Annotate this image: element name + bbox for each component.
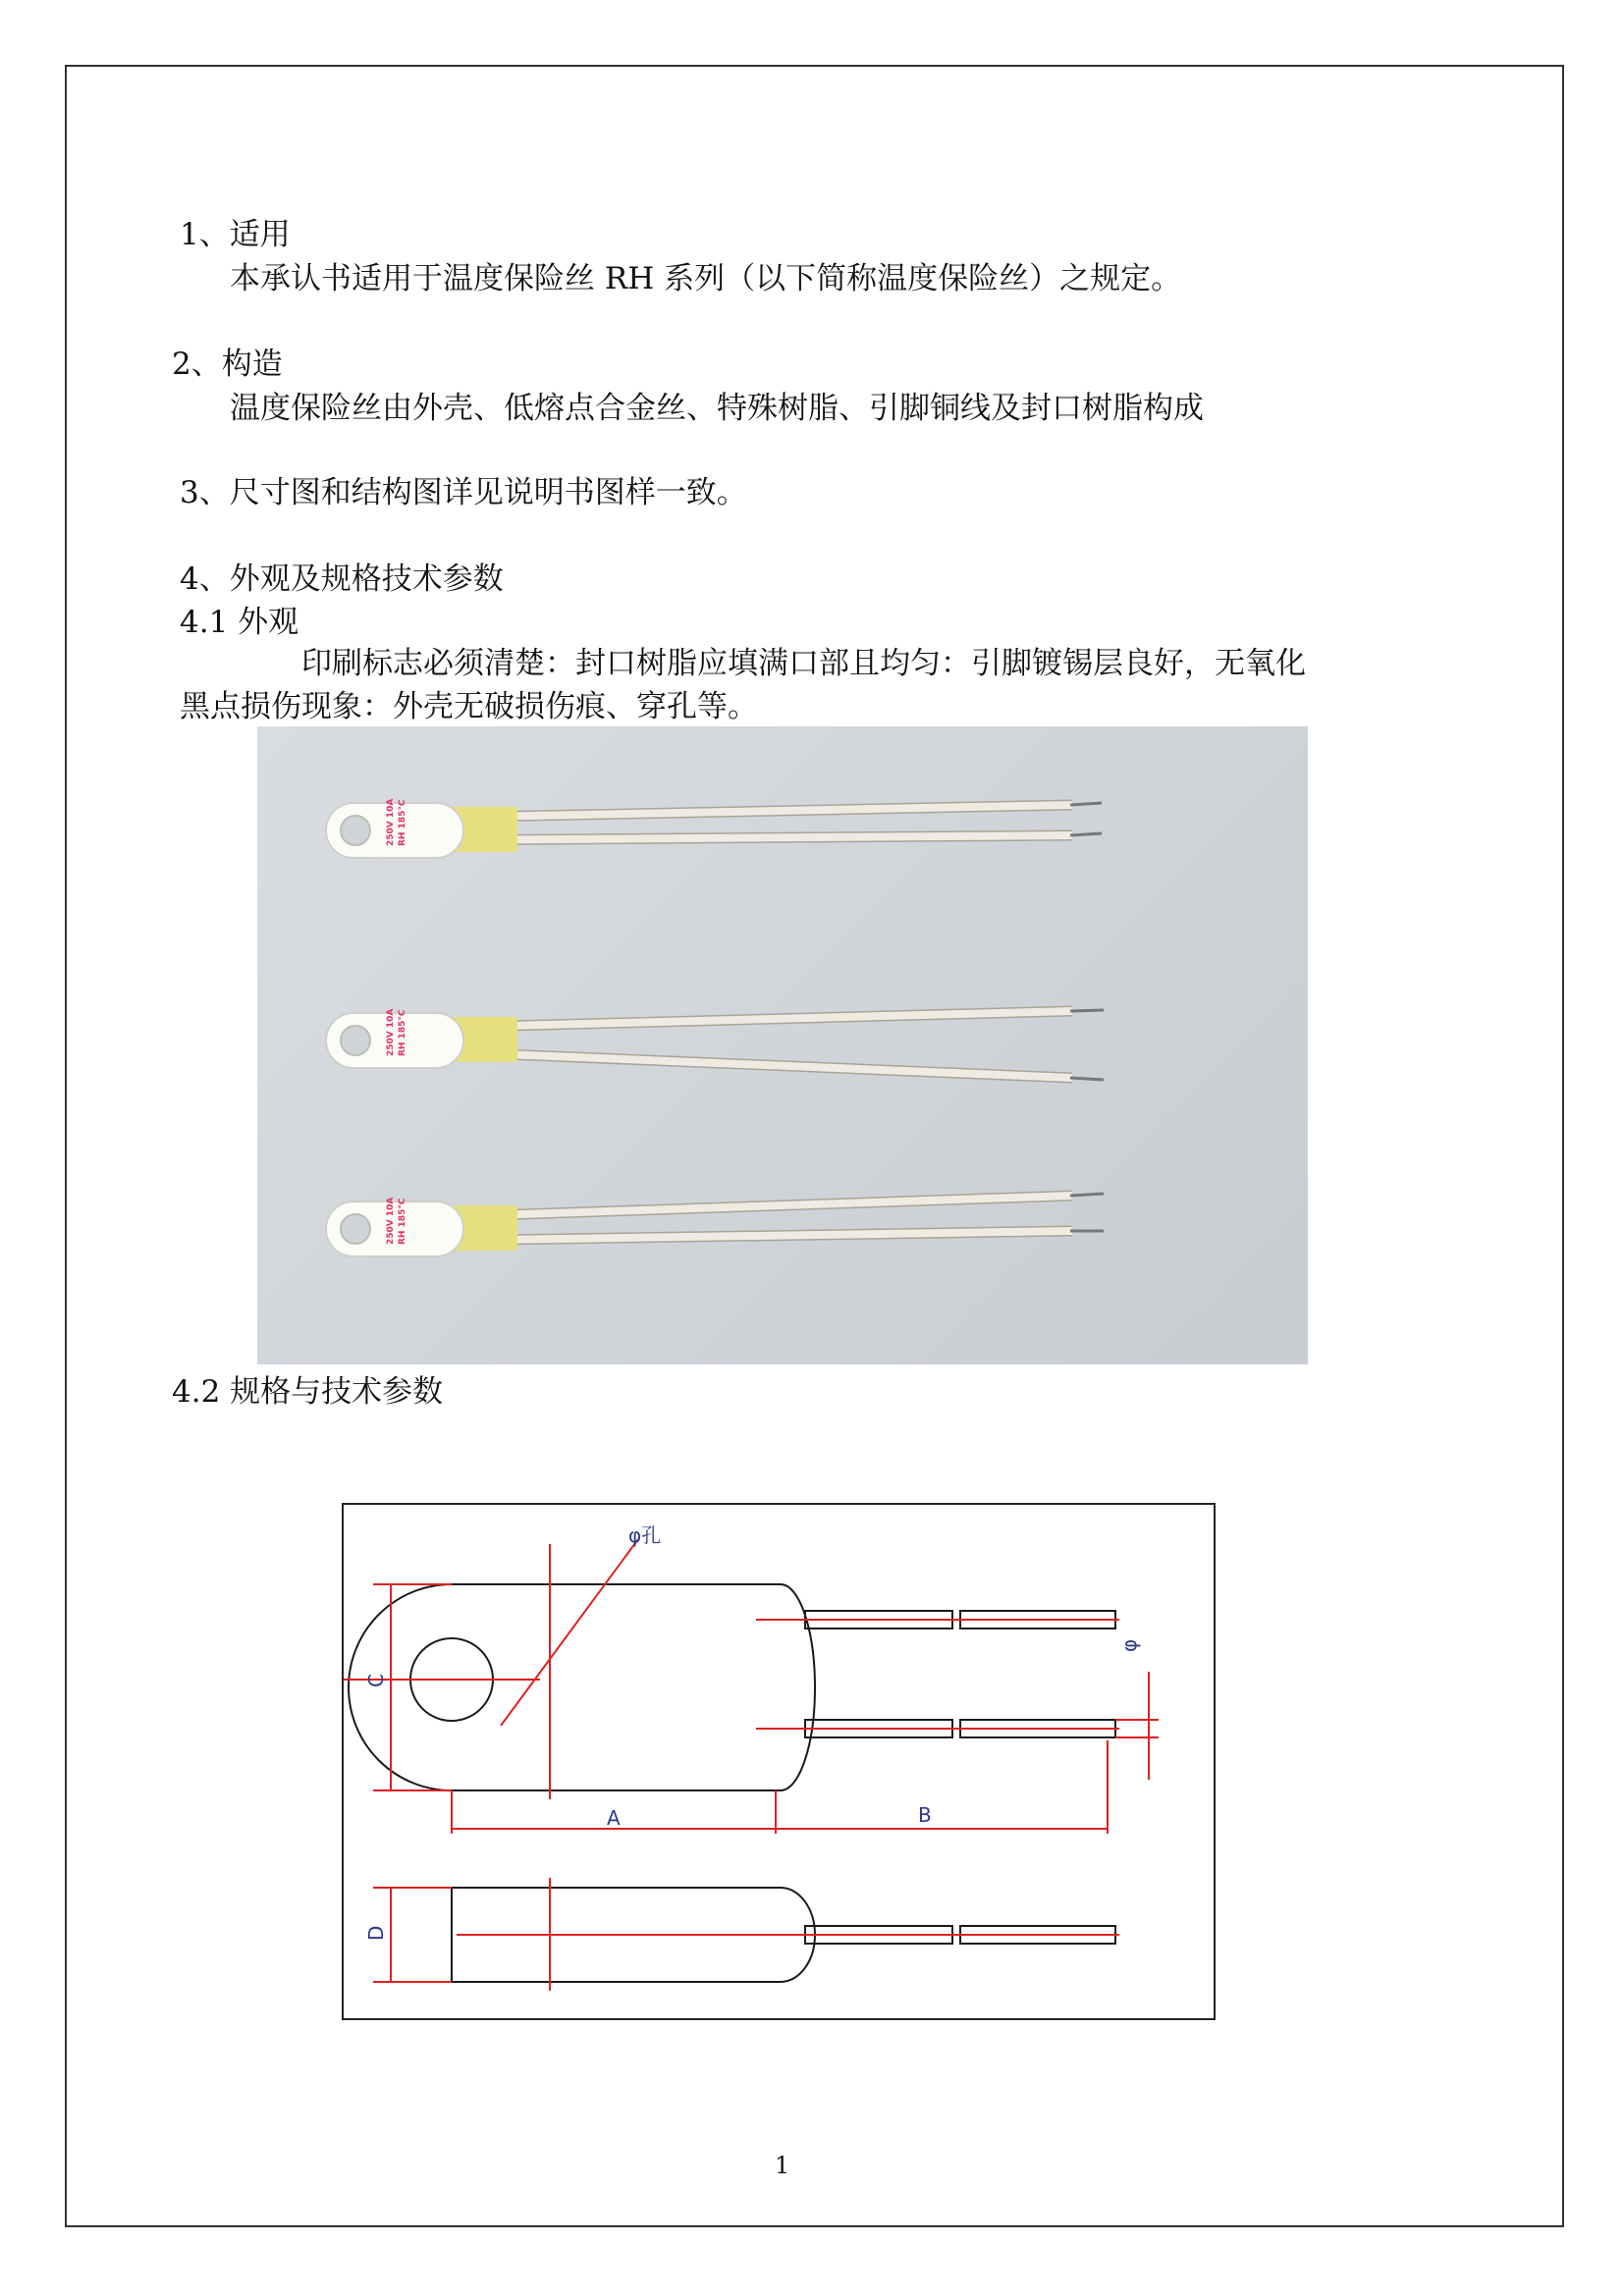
page-number: 1 <box>775 2152 790 2179</box>
fuse-1-label-2: RH 185°C <box>398 799 407 846</box>
section-4-title: 4、外观及规格技术参数 <box>180 561 504 597</box>
section-3-title: 3、尺寸图和结构图详见说明书图样一致。 <box>180 475 747 510</box>
section-4-1-body-line1: 印刷标志必须清楚：封口树脂应填满口部且均匀：引脚镀锡层良好，无氧化 <box>301 646 1306 681</box>
top-view-leads <box>805 1611 1115 1737</box>
fuse-3-label-2: RH 185°C <box>398 1198 407 1245</box>
section-2-title: 2、构造 <box>172 347 283 382</box>
fuse-1 <box>326 799 1102 858</box>
dim-b-label: B <box>918 1803 932 1827</box>
hole-leader <box>501 1539 638 1726</box>
fuse-3 <box>326 1194 1104 1256</box>
section-4-1-body-line2: 黑点损伤现象：外壳无破损伤痕、穿孔等。 <box>180 689 758 724</box>
fuse-2-label-2: RH 185°C <box>398 1009 407 1056</box>
product-photo <box>257 726 1308 1364</box>
center-lines <box>344 1539 1119 1799</box>
section-4-2-title: 4.2 规格与技术参数 <box>172 1374 444 1410</box>
fuse-2 <box>326 1009 1104 1080</box>
dim-d-label: D <box>364 1925 388 1941</box>
section-1-body: 本承认书适用于温度保险丝 RH 系列（以下简称温度保险丝）之规定。 <box>230 261 1182 296</box>
section-2-body: 温度保险丝由外壳、低熔点合金丝、特殊树脂、引脚铜线及封口树脂构成 <box>230 391 1204 426</box>
section-4-1-title: 4.1 外观 <box>180 605 299 640</box>
dimension-drawing <box>342 1503 1216 2020</box>
fuse-1-label-1: 250V 10A <box>386 798 396 846</box>
dim-phi-label: φ <box>1117 1638 1141 1652</box>
fuse-2-label-1: 250V 10A <box>386 1008 396 1056</box>
dim-a-label: A <box>607 1806 621 1830</box>
fuse-3-label-1: 250V 10A <box>386 1197 396 1245</box>
dim-c-label: C <box>364 1674 388 1687</box>
hole-label: φ孔 <box>628 1523 662 1547</box>
section-1-title: 1、适用 <box>180 217 291 252</box>
side-view-lines <box>373 1878 1119 1991</box>
dimension-phi-line <box>1115 1672 1159 1780</box>
